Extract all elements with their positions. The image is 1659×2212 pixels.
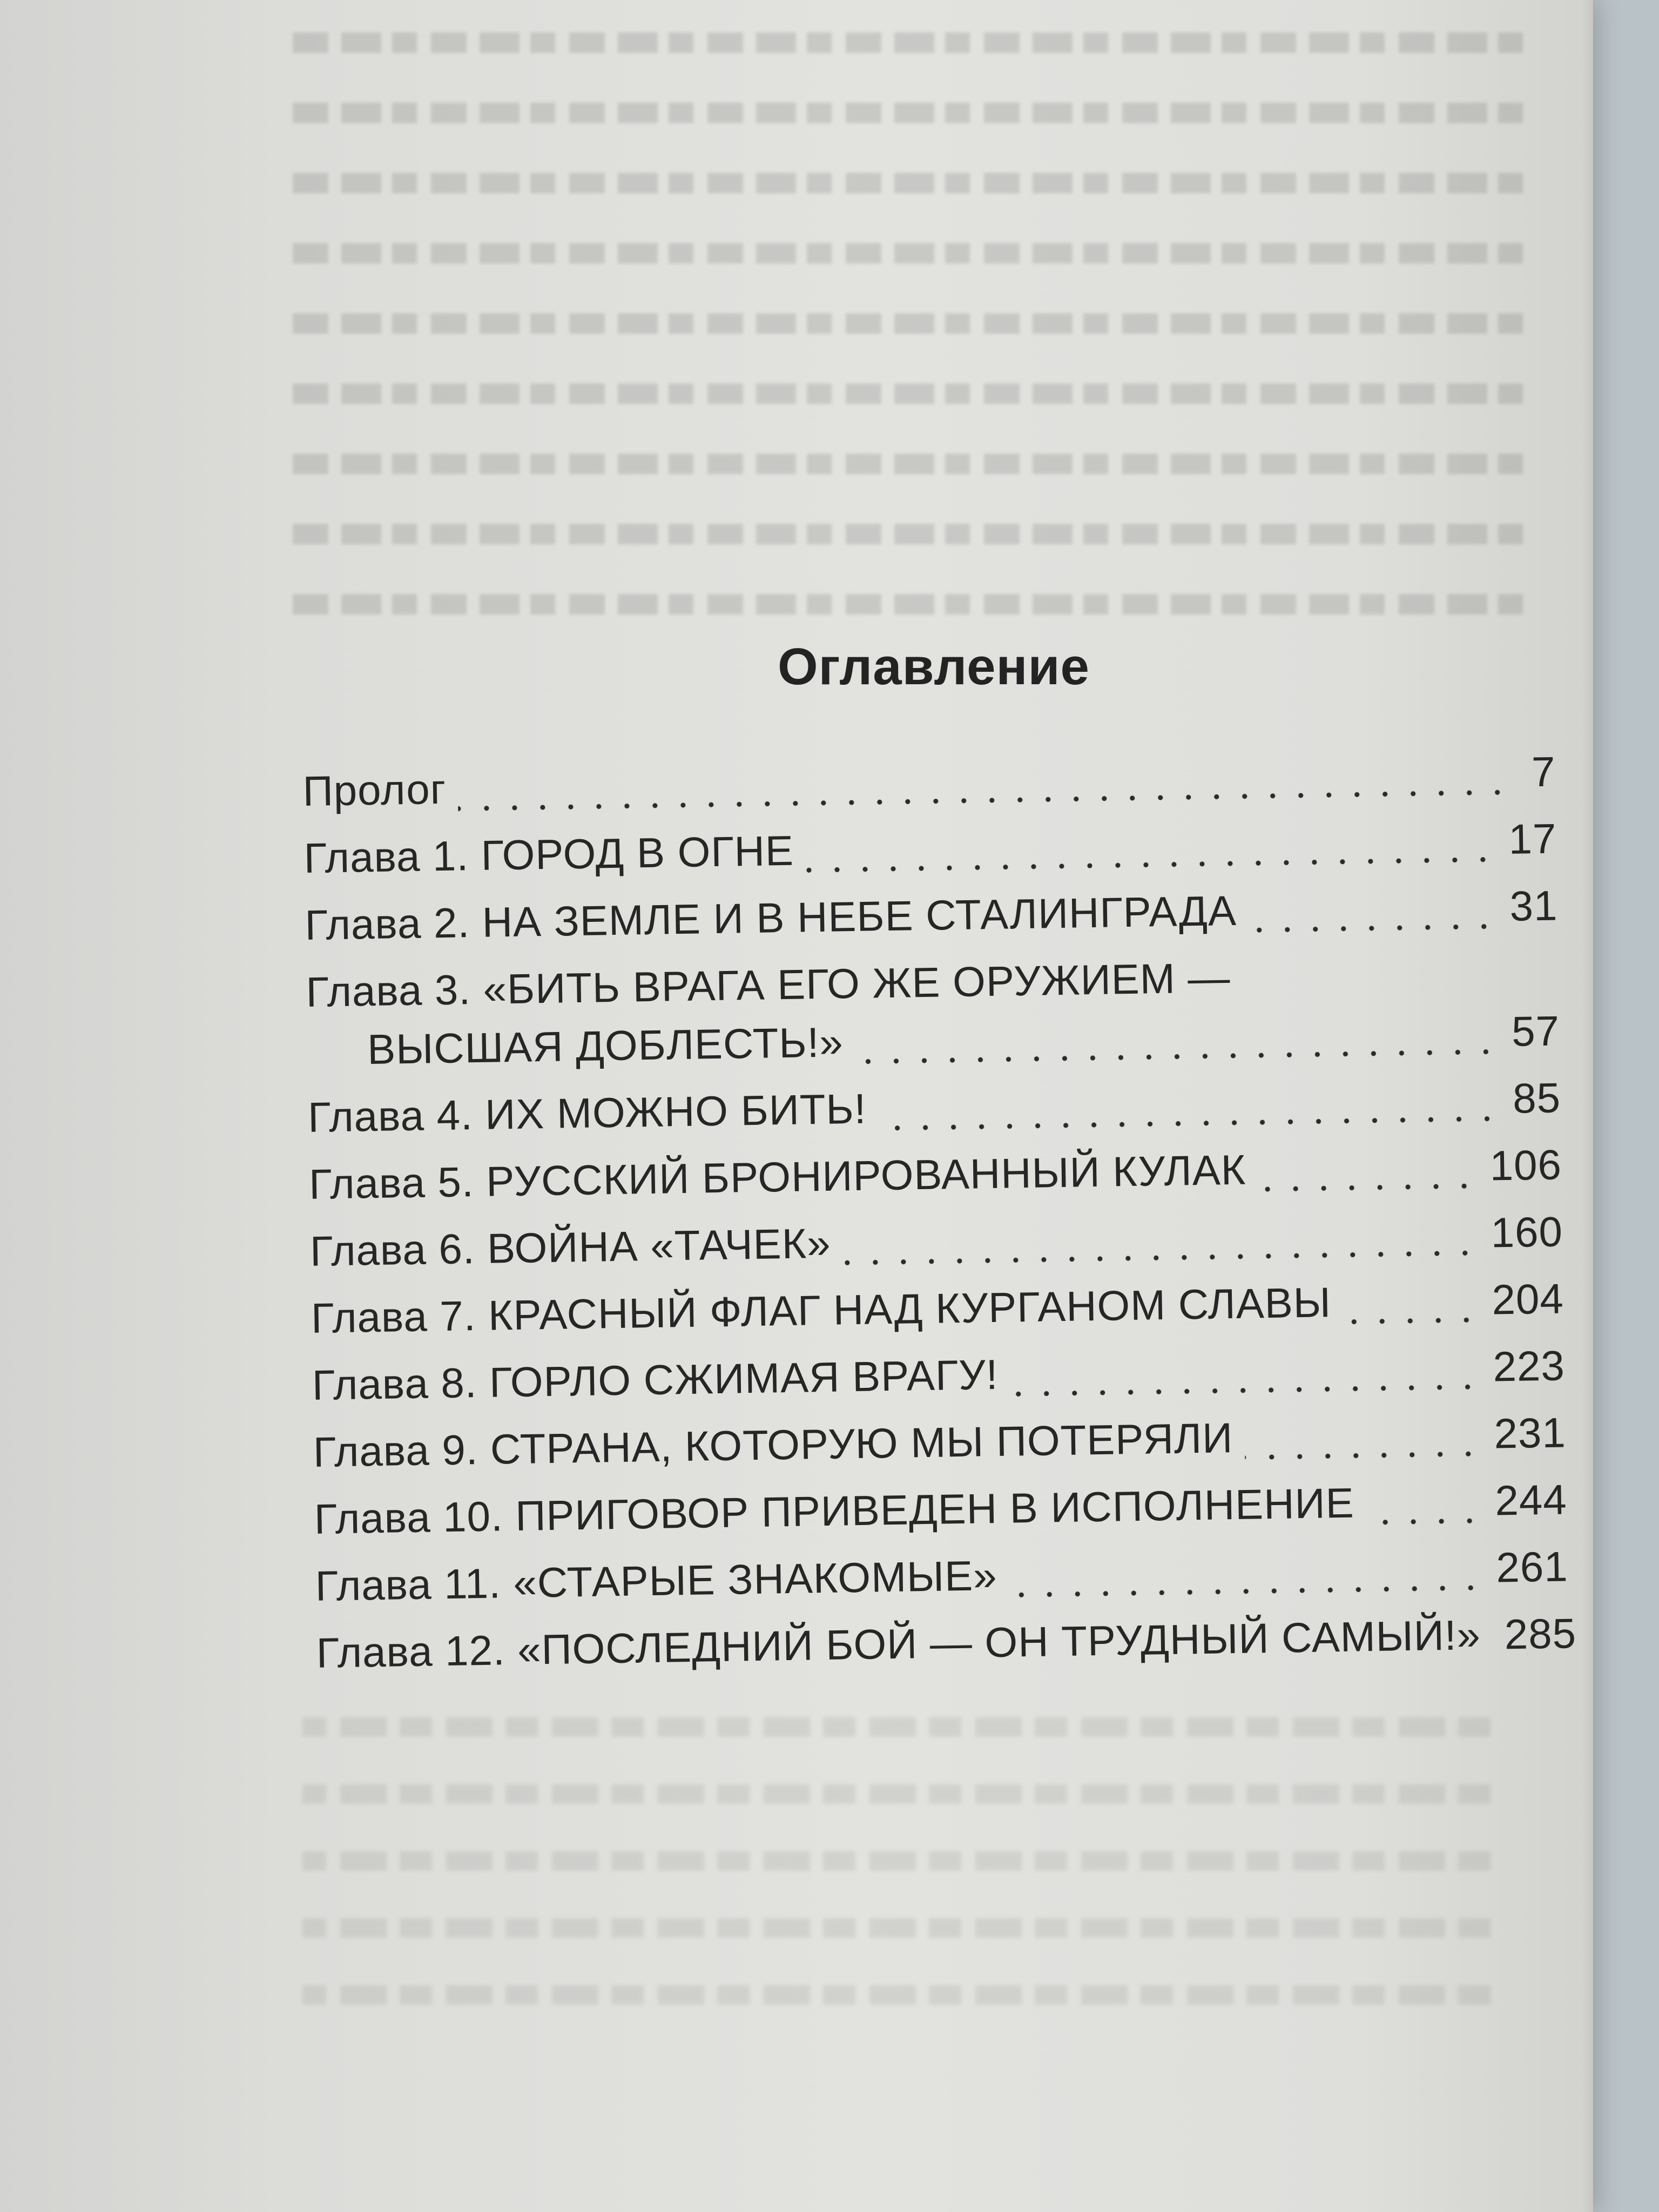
dot-leader (1366, 1518, 1483, 1526)
toc-entry-label: Глава 10. ПРИГОВОР ПРИВЕДЕН В ИСПОЛНЕНИЕ (314, 1479, 1355, 1543)
toc-entry-page: 85 (1512, 1074, 1561, 1122)
dot-leader (1009, 1584, 1485, 1599)
toc-entry-label-continued: ВЫСШАЯ ДОБЛЕСТЬ!» (367, 1018, 844, 1074)
page-edge-shadow (1582, 0, 1593, 2212)
toc-entry-label: Пролог (302, 765, 447, 815)
show-through-text (281, 32, 1523, 734)
dot-leader (806, 856, 1497, 873)
toc-entry-page: 31 (1509, 881, 1559, 930)
toc-entry-label: Глава 8. ГОРЛО СЖИМАЯ ВРАГУ! (312, 1350, 999, 1409)
toc-entry-page: 106 (1489, 1141, 1562, 1190)
toc-entry-label: Глава 9. СТРАНА, КОТОРУЮ МЫ ПОТЕРЯЛИ (313, 1414, 1233, 1476)
toc-entry-page: 223 (1492, 1341, 1566, 1391)
dot-leader (1245, 1451, 1483, 1461)
toc-entry-label: Глава 4. ИХ МОЖНО БИТЬ! (307, 1084, 867, 1141)
toc-entry-page: 160 (1490, 1208, 1563, 1257)
toc-entry-page: 57 (1511, 1007, 1560, 1055)
toc-entry-page: 261 (1495, 1542, 1569, 1591)
dot-leader (1249, 923, 1498, 933)
toc-entry-page: 231 (1493, 1408, 1567, 1458)
dot-leader (1343, 1317, 1480, 1325)
toc-entry-label: Глава 6. ВОЙНА «ТАЧЕК» (309, 1219, 832, 1275)
toc-entry-page: 285 (1504, 1609, 1577, 1658)
toc-entry-page: 244 (1494, 1475, 1568, 1525)
toc-entry-label: Глава 11. «СТАРЫЕ ЗНАКОМЫЕ» (315, 1551, 998, 1610)
toc-entry-page: 7 (1531, 747, 1556, 796)
toc-entry-label: Глава 3. «БИТЬ ВРАГА ЕГО ЖЕ ОРУЖИЕМ — (305, 954, 1231, 1016)
show-through-text-bottom (302, 1717, 1491, 2095)
dot-leader (1010, 1384, 1481, 1398)
toc-entry-label: Глава 2. НА ЗЕМЛЕ И В НЕБЕ СТАЛИНГРАДА (304, 886, 1237, 949)
toc-entry-page: 204 (1491, 1274, 1564, 1324)
dot-leader (843, 1250, 1479, 1266)
toc-entry-page: 17 (1508, 814, 1557, 863)
toc-entry-label: Глава 7. КРАСНЫЙ ФЛАГ НАД КУРГАНОМ СЛАВЫ (311, 1278, 1332, 1342)
dot-leader (879, 1115, 1501, 1131)
page-title: Оглавление (778, 638, 1090, 696)
dot-leader (458, 789, 1512, 812)
dot-leader (855, 1048, 1500, 1065)
dot-leader (1258, 1183, 1479, 1192)
toc-entry-label: Глава 12. «ПОСЛЕДНИЙ БОЙ — ОН ТРУДНЫЙ САМЫЙ!» (316, 1610, 1481, 1677)
toc-entry-label: Глава 1. ГОРОД В ОГНЕ (303, 826, 794, 882)
table-of-contents (302, 747, 1577, 1696)
toc-entry-label: Глава 5. РУССКИЙ БРОНИРОВАННЫЙ КУЛАК (308, 1145, 1246, 1208)
